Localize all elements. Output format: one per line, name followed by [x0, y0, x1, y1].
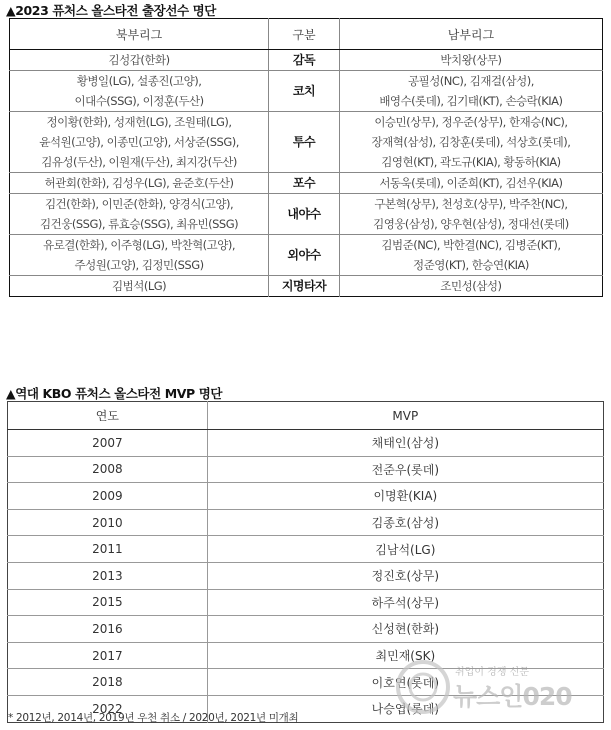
north-league-cell-line: 허관회(한화), 김성우(LG), 윤준호(두산) [44, 176, 234, 190]
south-league-cell [339, 194, 602, 235]
mvp-row [8, 430, 604, 457]
south-league-cell-line: 조민성(삼성) [440, 279, 502, 293]
mvp-name-cell: 이명환(KIA) [207, 483, 603, 510]
roster-row [10, 71, 603, 112]
mvp-row [8, 456, 604, 483]
south-league-cell-line: 이승민(상무), 정우준(상무), 한재승(NC), [374, 115, 568, 129]
mvp-header-row [8, 402, 604, 430]
north-league-cell-line: 유로결(한화), 이주형(LG), 박찬혁(고양), [43, 238, 236, 252]
north-league-cell [10, 276, 269, 297]
south-league-cell-line: 김영웅(삼성), 양우현(삼성), 정대선(롯데) [373, 217, 569, 231]
north-league-cell [10, 173, 269, 194]
mvp-row [8, 669, 604, 696]
south-league-cell [339, 50, 602, 71]
category-cell: 지명타자 [269, 276, 340, 297]
north-league-cell-line: 황병일(LG), 설종진(고양), [76, 74, 202, 88]
category-cell: 외야수 [269, 235, 340, 276]
south-league-cell [339, 112, 602, 173]
roster-row [10, 194, 603, 235]
south-league-cell [339, 173, 602, 194]
category-cell: 감독 [269, 50, 340, 71]
south-league-cell-line: 구본혁(상무), 천성호(상무), 박주찬(NC), [374, 197, 568, 211]
mvp-row [8, 616, 604, 643]
header-year: 연도 [8, 402, 208, 430]
category-cell: 코치 [269, 71, 340, 112]
roster-row [10, 276, 603, 297]
mvp-year-cell: 2013 [8, 562, 208, 589]
mvp-name-cell: 신성현(한화) [207, 616, 603, 643]
header-mvp: MVP [207, 402, 603, 430]
mvp-name-cell: 전준우(롯데) [207, 456, 603, 483]
mvp-year-cell: 2017 [8, 642, 208, 669]
mvp-year-cell: 2022 [8, 695, 208, 722]
north-league-cell-line: 김건(한화), 이민준(한화), 양경식(고양), [44, 197, 234, 211]
north-league-cell [10, 235, 269, 276]
mvp-row [8, 589, 604, 616]
allstar-roster-table [9, 18, 603, 297]
mvp-name-cell: 채태인(삼성) [207, 430, 603, 457]
mvp-row [8, 536, 604, 563]
south-league-cell-line: 장재혁(삼성), 김창훈(롯데), 석상호(롯데), [371, 135, 571, 149]
mvp-year-cell: 2009 [8, 483, 208, 510]
mvp-history-table [7, 401, 604, 723]
mvp-name-cell: 김종호(삼성) [207, 509, 603, 536]
north-league-cell-line: 김유성(두산), 이원재(두산), 최지강(두산) [41, 155, 237, 169]
mvp-row [8, 562, 604, 589]
category-cell: 포수 [269, 173, 340, 194]
mvp-row [8, 483, 604, 510]
mvp-year-cell: 2015 [8, 589, 208, 616]
south-league-cell-line: 박치왕(상무) [440, 53, 502, 67]
mvp-year-cell: 2018 [8, 669, 208, 696]
south-league-cell-line: 서동욱(롯데), 이준희(KT), 김선우(KIA) [379, 176, 563, 190]
header-north-league: 북부리그 [10, 19, 269, 50]
header-category: 구분 [269, 19, 340, 50]
south-league-cell-line: 공필성(NC), 김재걸(삼성), [407, 74, 534, 88]
watermark-wordmark: 뉴스인020 [453, 682, 572, 711]
south-league-cell [339, 235, 602, 276]
mvp-name-cell: 나승엽(롯데) [207, 695, 603, 722]
mvp-year-cell: 2008 [8, 456, 208, 483]
roster-row [10, 173, 603, 194]
category-cell: 내야수 [269, 194, 340, 235]
north-league-cell-line: 김건웅(SSG), 류효승(SSG), 최유빈(SSG) [40, 217, 239, 231]
mvp-name-cell: 하주석(상무) [207, 589, 603, 616]
roster-header-row [10, 19, 603, 50]
south-league-cell [339, 276, 602, 297]
north-league-cell-line: 정이황(한화), 성재헌(LG), 조원태(LG), [46, 115, 232, 129]
roster-section-title: ▲2023 퓨처스 올스타전 출장선수 명단 [6, 3, 216, 18]
mvp-section-title: ▲역대 KBO 퓨처스 올스타전 MVP 명단 [6, 386, 223, 401]
north-league-cell [10, 71, 269, 112]
north-league-cell [10, 194, 269, 235]
mvp-name-cell: 최민재(SK) [207, 642, 603, 669]
footnote: * 2012년, 2014년, 2019년 우천 취소 / 2020년, 2021년 미개최 [8, 712, 299, 724]
roster-row [10, 235, 603, 276]
mvp-row [8, 642, 604, 669]
north-league-cell-line: 김범석(LG) [112, 279, 167, 293]
south-league-cell-line: 김범준(NC), 박한결(NC), 김병준(KT), [381, 238, 561, 252]
mvp-year-cell: 2007 [8, 430, 208, 457]
north-league-cell-line: 주성원(고양), 김정민(SSG) [74, 258, 204, 272]
mvp-name-cell: 이호연(롯데) [207, 669, 603, 696]
north-league-cell-line: 윤석원(고양), 이종민(고양), 서상준(SSG), [39, 135, 239, 149]
mvp-year-cell: 2010 [8, 509, 208, 536]
south-league-cell-line: 김영현(KT), 곽도규(KIA), 황동하(KIA) [381, 155, 561, 169]
category-cell: 투수 [269, 112, 340, 173]
roster-row [10, 112, 603, 173]
north-league-cell [10, 50, 269, 71]
header-south-league: 남부리그 [339, 19, 602, 50]
south-league-cell [339, 71, 602, 112]
north-league-cell [10, 112, 269, 173]
north-league-cell-line: 이대수(SSG), 이정훈(두산) [74, 94, 204, 108]
watermark-tagline: 취업이 경쟁 신문 [455, 667, 529, 678]
south-league-cell-line: 정준영(KT), 한승연(KIA) [413, 258, 529, 272]
south-league-cell-line: 배영수(롯데), 김기태(KT), 손승락(KIA) [379, 94, 563, 108]
mvp-row [8, 509, 604, 536]
north-league-cell-line: 김성갑(한화) [108, 53, 170, 67]
mvp-year-cell: 2016 [8, 616, 208, 643]
mvp-name-cell: 김남석(LG) [207, 536, 603, 563]
roster-row [10, 50, 603, 71]
mvp-name-cell: 정진호(상무) [207, 562, 603, 589]
mvp-year-cell: 2011 [8, 536, 208, 563]
